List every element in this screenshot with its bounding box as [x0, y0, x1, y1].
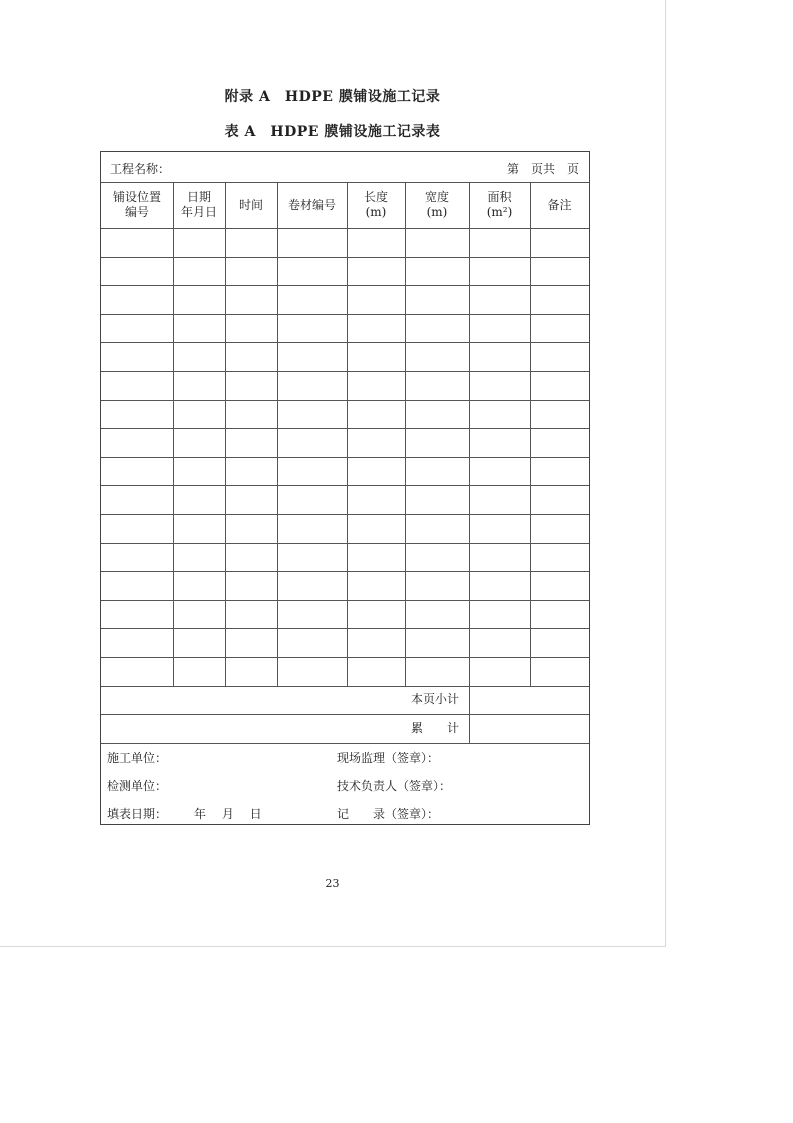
- cumulative-line: [101, 743, 589, 744]
- column-header-line2: (m): [365, 205, 387, 219]
- row-line: [101, 342, 589, 343]
- inspection-unit-label: 检测单位：: [107, 779, 168, 793]
- row-line: [101, 285, 589, 286]
- row-line: [101, 686, 589, 687]
- column-header-line1: 宽度: [424, 190, 449, 204]
- column-header: [530, 182, 589, 228]
- column-header-line1: 卷材编号: [287, 197, 336, 212]
- column-header-line1: 备注: [547, 197, 572, 212]
- row-line: [101, 371, 589, 372]
- row-line: [101, 428, 589, 429]
- record-form-table: [100, 151, 590, 825]
- column-header-line1: 铺设位置: [112, 190, 161, 204]
- column-line: [347, 182, 348, 686]
- row-line: [101, 314, 589, 315]
- column-header: [225, 182, 277, 228]
- column-line: [530, 182, 531, 686]
- table-title: 表 A HDPE 膜铺设施工记录表: [224, 124, 441, 140]
- row-line: [101, 457, 589, 458]
- column-line: [225, 182, 226, 686]
- column-header: [101, 182, 173, 228]
- appendix-title: 附录 A HDPE 膜铺设施工记录: [224, 89, 441, 105]
- row-line: [101, 543, 589, 544]
- row-line: [101, 257, 589, 258]
- row-line: [101, 485, 589, 486]
- column-header-line1: 长度: [363, 190, 388, 204]
- page-info: 第 页共 页: [506, 162, 579, 176]
- column-header: [173, 182, 225, 228]
- row-line: [101, 514, 589, 515]
- technical-lead-label: 技术负责人（签章）：: [337, 779, 452, 793]
- construction-unit-label: 施工单位：: [107, 751, 168, 765]
- column-header: [347, 182, 405, 228]
- column-header-line1: 面积: [487, 190, 512, 204]
- column-header: [469, 182, 530, 228]
- row-line: [101, 571, 589, 572]
- column-header-line1: 时间: [238, 197, 263, 212]
- column-header-line2: (m²): [486, 205, 513, 219]
- fill-date-parts: 年 月 日: [194, 807, 262, 821]
- column-header-line1: 日期: [186, 190, 211, 204]
- column-line: [277, 182, 278, 686]
- column-header-line2: 年月日: [180, 205, 217, 219]
- total-value-line: [469, 686, 470, 743]
- row-line: [101, 400, 589, 401]
- page-subtotal-label: 本页小计: [410, 692, 459, 706]
- header-bottom-line: [101, 228, 589, 229]
- project-name-label: 工程名称：: [110, 162, 171, 176]
- recorder-label: 记 录（签章）：: [337, 807, 440, 821]
- column-line: [405, 182, 406, 686]
- subtotal-line: [101, 714, 589, 715]
- page-number: 23: [325, 877, 340, 890]
- column-header: [405, 182, 469, 228]
- column-header-line2: (m): [426, 205, 448, 219]
- row-line: [101, 628, 589, 629]
- site-supervisor-label: 现场监理（签章）：: [337, 751, 440, 765]
- column-header-line2: 编号: [124, 205, 149, 219]
- cumulative-label: 累 计: [410, 721, 459, 735]
- column-line: [469, 182, 470, 686]
- fill-date-label: 填表日期：: [107, 807, 168, 821]
- row-line: [101, 600, 589, 601]
- row-line: [101, 657, 589, 658]
- column-line: [173, 182, 174, 686]
- column-header: [277, 182, 347, 228]
